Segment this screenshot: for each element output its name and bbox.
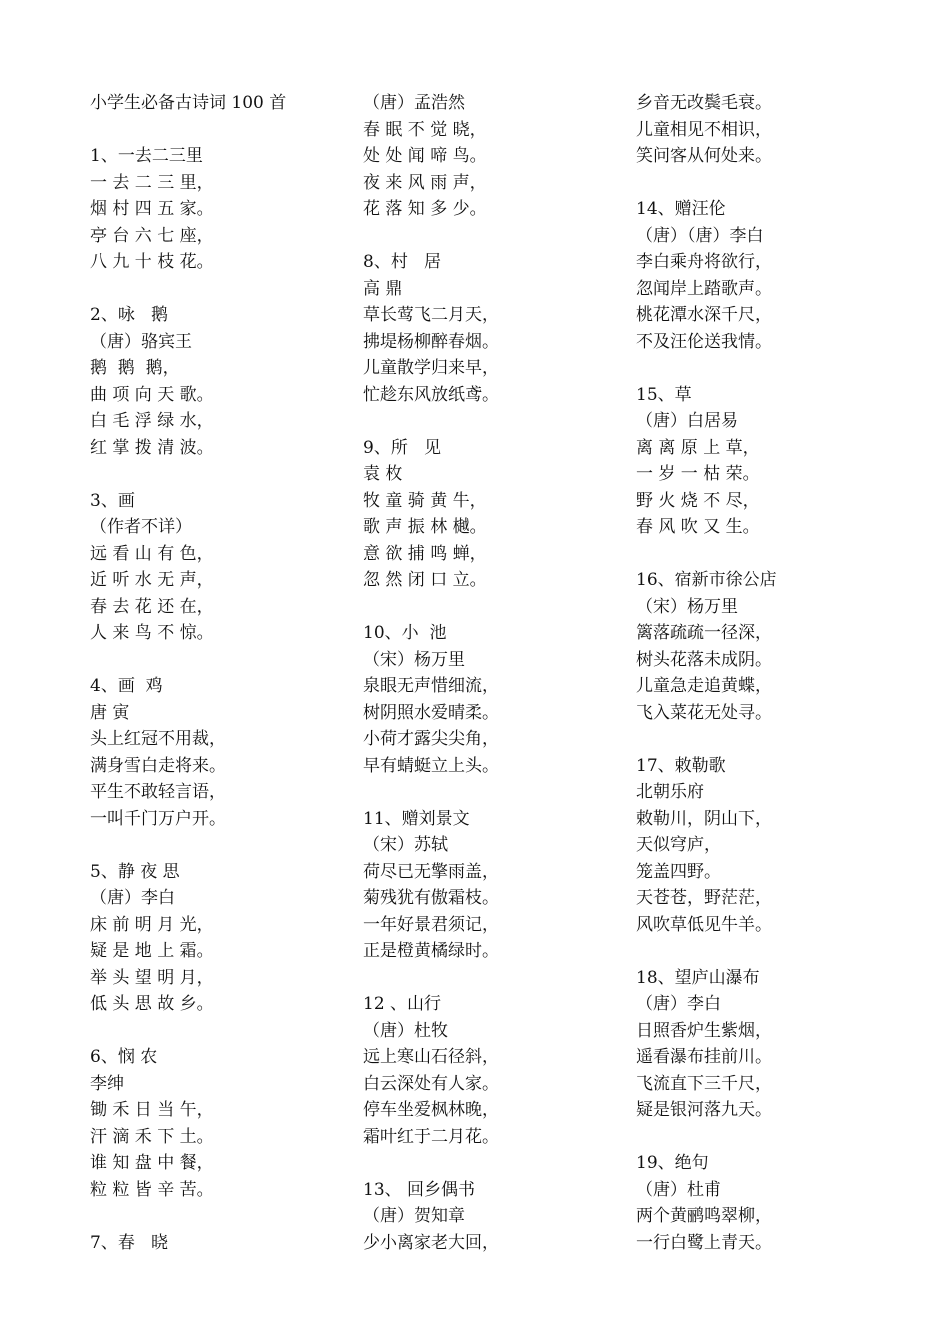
poem-line: 敕勒川，阴山下， [636, 808, 772, 829]
poem-line: 少小离家老大回， [363, 1232, 499, 1253]
poem-line: 日照香炉生紫烟， [636, 1020, 772, 1041]
poem-line: 12 、山行 [363, 994, 442, 1014]
poem-line: 1、一去二三里 [90, 146, 203, 166]
poem-line: 红 掌 拨 清 波。 [90, 437, 214, 458]
poem-line: 桃花潭水深千尺， [636, 305, 772, 325]
poem-line: 15、草 [636, 384, 692, 405]
blank-line [90, 1203, 350, 1230]
poem-line: 7、春 晓 [90, 1232, 169, 1253]
poem-line: 粒 粒 皆 辛 苦。 [90, 1179, 214, 1200]
poem-line: 11、赠刘景文 [363, 808, 470, 829]
poem-line: （唐）骆宾王 [90, 331, 192, 352]
poem-line: 满身雪白走将来。 [90, 755, 226, 776]
poem-line: 树阴照水爱晴柔。 [363, 702, 499, 723]
poem-line: 霜叶红于二月花。 [363, 1126, 499, 1147]
poem-line: 正是橙黄橘绿时。 [363, 941, 499, 961]
poem-line: 天苍苍，野茫茫， [636, 888, 772, 908]
poem-line: 离 离 原 上 草， [636, 437, 760, 458]
poem-line: 唐 寅 [90, 702, 130, 723]
poem-line: 儿童急走追黄蝶， [636, 676, 772, 696]
poem-line: 笼盖四野。 [636, 861, 721, 882]
poem-line: 远 看 山 有 色， [90, 543, 214, 564]
poem-line: 3、画 [90, 490, 135, 511]
blank-line [636, 726, 896, 753]
poem-line: 北朝乐府 [636, 782, 704, 802]
poem-line: 不及汪伦送我情。 [636, 331, 772, 352]
poem-line: 风吹草低见牛羊。 [636, 914, 772, 935]
poem-line: 野 火 烧 不 尽， [636, 490, 760, 511]
poem-line: 拂堤杨柳醉春烟。 [363, 331, 499, 352]
poem-line: （唐）白居易 [636, 411, 738, 431]
blank-line [363, 408, 623, 435]
poem-line: 5、静 夜 思 [90, 861, 180, 882]
poem-line: 曲 项 向 天 歌。 [90, 384, 214, 405]
blank-line [90, 276, 350, 303]
poem-line: 遥看瀑布挂前川。 [636, 1047, 772, 1067]
poem-line: 春 风 吹 又 生。 [636, 517, 760, 537]
blank-line [363, 965, 623, 992]
poem-line: （唐）杜牧 [363, 1020, 448, 1041]
poem-line: 疑是银河落九天。 [636, 1100, 772, 1120]
blank-line [636, 355, 896, 382]
poem-line: 18、望庐山瀑布 [636, 967, 760, 988]
blank-line [363, 594, 623, 621]
poem-line: 远上寒山石径斜， [363, 1047, 499, 1067]
poem-line: （唐）李白 [636, 994, 721, 1014]
poem-line: 14、赠汪伦 [636, 199, 726, 219]
poem-line: 飞流直下三千尺， [636, 1073, 772, 1094]
poem-line: 低 头 思 故 乡。 [90, 994, 214, 1014]
poem-line: 9、所 见 [363, 437, 442, 458]
poem-line: 忽闻岸上踏歌声。 [636, 278, 772, 299]
poem-line: 歌 声 振 林 樾。 [363, 517, 487, 537]
poem-line: （唐）孟浩然 [363, 93, 465, 113]
poem-line: 李绅 [90, 1073, 124, 1094]
poem-line: （唐）贺知章 [363, 1206, 465, 1226]
poem-line: 鹅 鹅 鹅， [90, 358, 180, 378]
poem-line: 儿童散学归来早， [363, 358, 499, 378]
poem-line: 一行白鹭上青天。 [636, 1232, 772, 1253]
poem-line: 天似穹庐， [636, 835, 721, 855]
poem-line: 谁 知 盘 中 餐， [90, 1153, 214, 1173]
poem-line: 春 去 花 还 在， [90, 596, 214, 617]
poem-line: 花 落 知 多 少。 [363, 199, 487, 219]
text-column-2 [363, 90, 623, 1256]
poem-line: 小荷才露尖尖角， [363, 729, 499, 749]
poem-line: 树头花落未成阴。 [636, 649, 772, 670]
blank-line [363, 223, 623, 250]
poem-line: 疑 是 地 上 霜。 [90, 941, 214, 961]
text-column-1 [90, 90, 350, 1256]
page-title: 小学生必备古诗词 100 首 [90, 93, 287, 113]
poem-line: （作者不详） [90, 517, 192, 537]
blank-line [636, 1124, 896, 1151]
poem-line: （唐）李白 [90, 888, 175, 908]
poem-line: 儿童相见不相识， [636, 119, 772, 140]
poem-line: 8、村 居 [363, 252, 442, 272]
poem-line: 菊残犹有傲霜枝。 [363, 888, 499, 908]
poem-line: 忙趁东风放纸鸢。 [363, 384, 499, 405]
poem-line: 牧 童 骑 黄 牛， [363, 490, 487, 511]
poem-line: 汗 滴 禾 下 土。 [90, 1126, 214, 1147]
poem-line: 夜 来 风 雨 声， [363, 172, 487, 193]
poem-line: 锄 禾 日 当 午， [90, 1100, 214, 1120]
poem-line: 6、悯 农 [90, 1047, 158, 1067]
poem-line: 4、画 鸡 [90, 676, 163, 696]
blank-line [90, 1018, 350, 1045]
poem-line: 笑问客从何处来。 [636, 146, 772, 166]
poem-line: 篱落疏疏一径深， [636, 623, 772, 643]
poem-line: （宋）杨万里 [363, 649, 465, 670]
poem-line: 近 听 水 无 声， [90, 570, 214, 590]
poem-line: 早有蜻蜓立上头。 [363, 755, 499, 776]
poem-line: 飞入菜花无处寻。 [636, 702, 772, 723]
poem-line: 19、绝句 [636, 1153, 709, 1173]
poem-line: （唐）（唐）李白 [636, 225, 764, 246]
poem-line: 一年好景君须记， [363, 914, 499, 935]
poem-line: 忽 然 闭 口 立。 [363, 570, 487, 590]
blank-line [90, 832, 350, 859]
text-column-3 [636, 90, 896, 1256]
poem-line: 处 处 闻 啼 鸟。 [363, 146, 487, 166]
poem-line: 八 九 十 枝 花。 [90, 252, 214, 272]
poem-line: 一 去 二 三 里， [90, 172, 214, 193]
poem-line: 白 毛 浮 绿 水， [90, 411, 214, 431]
poem-line: 16、宿新市徐公店 [636, 570, 777, 590]
poem-line: 荷尽已无擎雨盖， [363, 861, 499, 882]
poem-line: 举 头 望 明 月， [90, 967, 214, 988]
poem-line: 两个黄鹂鸣翠柳， [636, 1206, 772, 1226]
poem-line: 13、 回乡偶书 [363, 1179, 476, 1200]
poem-line: 平生不敢轻言语， [90, 782, 226, 802]
blank-line [636, 541, 896, 568]
poem-line: （唐）杜甫 [636, 1179, 721, 1200]
poem-line: 烟 村 四 五 家。 [90, 199, 214, 219]
blank-line [363, 1150, 623, 1177]
poem-line: 头上红冠不用裁， [90, 729, 226, 749]
poem-line: 泉眼无声惜细流， [363, 676, 499, 696]
blank-line [636, 170, 896, 197]
poem-line: （宋）苏轼 [363, 835, 448, 855]
blank-line [90, 461, 350, 488]
poem-line: 床 前 明 月 光， [90, 914, 214, 935]
blank-line [90, 647, 350, 674]
poem-line: 意 欲 捕 鸣 蝉， [363, 543, 487, 564]
poem-line: 10、小 池 [363, 623, 447, 643]
blank-line [363, 779, 623, 806]
poem-line: 一叫千门万户开。 [90, 808, 226, 829]
poem-line: 白云深处有人家。 [363, 1073, 499, 1094]
poem-line: 人 来 鸟 不 惊。 [90, 623, 214, 643]
poem-line: 草长莺飞二月天， [363, 305, 499, 325]
poem-line: 袁 枚 [363, 464, 403, 484]
poem-line: 亭 台 六 七 座， [90, 225, 214, 246]
poem-line: 17、敕勒歌 [636, 755, 726, 776]
poem-line: （宋）杨万里 [636, 596, 738, 617]
poem-line: 乡音无改鬓毛衰。 [636, 93, 772, 113]
poem-line: 一 岁 一 枯 荣。 [636, 464, 760, 484]
poem-line: 高 鼎 [363, 278, 403, 299]
poem-line: 春 眠 不 觉 晓， [363, 119, 487, 140]
poem-line: 2、咏 鹅 [90, 305, 169, 325]
poem-line: 停车坐爱枫林晚， [363, 1100, 499, 1120]
blank-line [90, 117, 350, 144]
poem-line: 李白乘舟将欲行， [636, 252, 772, 272]
blank-line [636, 938, 896, 965]
